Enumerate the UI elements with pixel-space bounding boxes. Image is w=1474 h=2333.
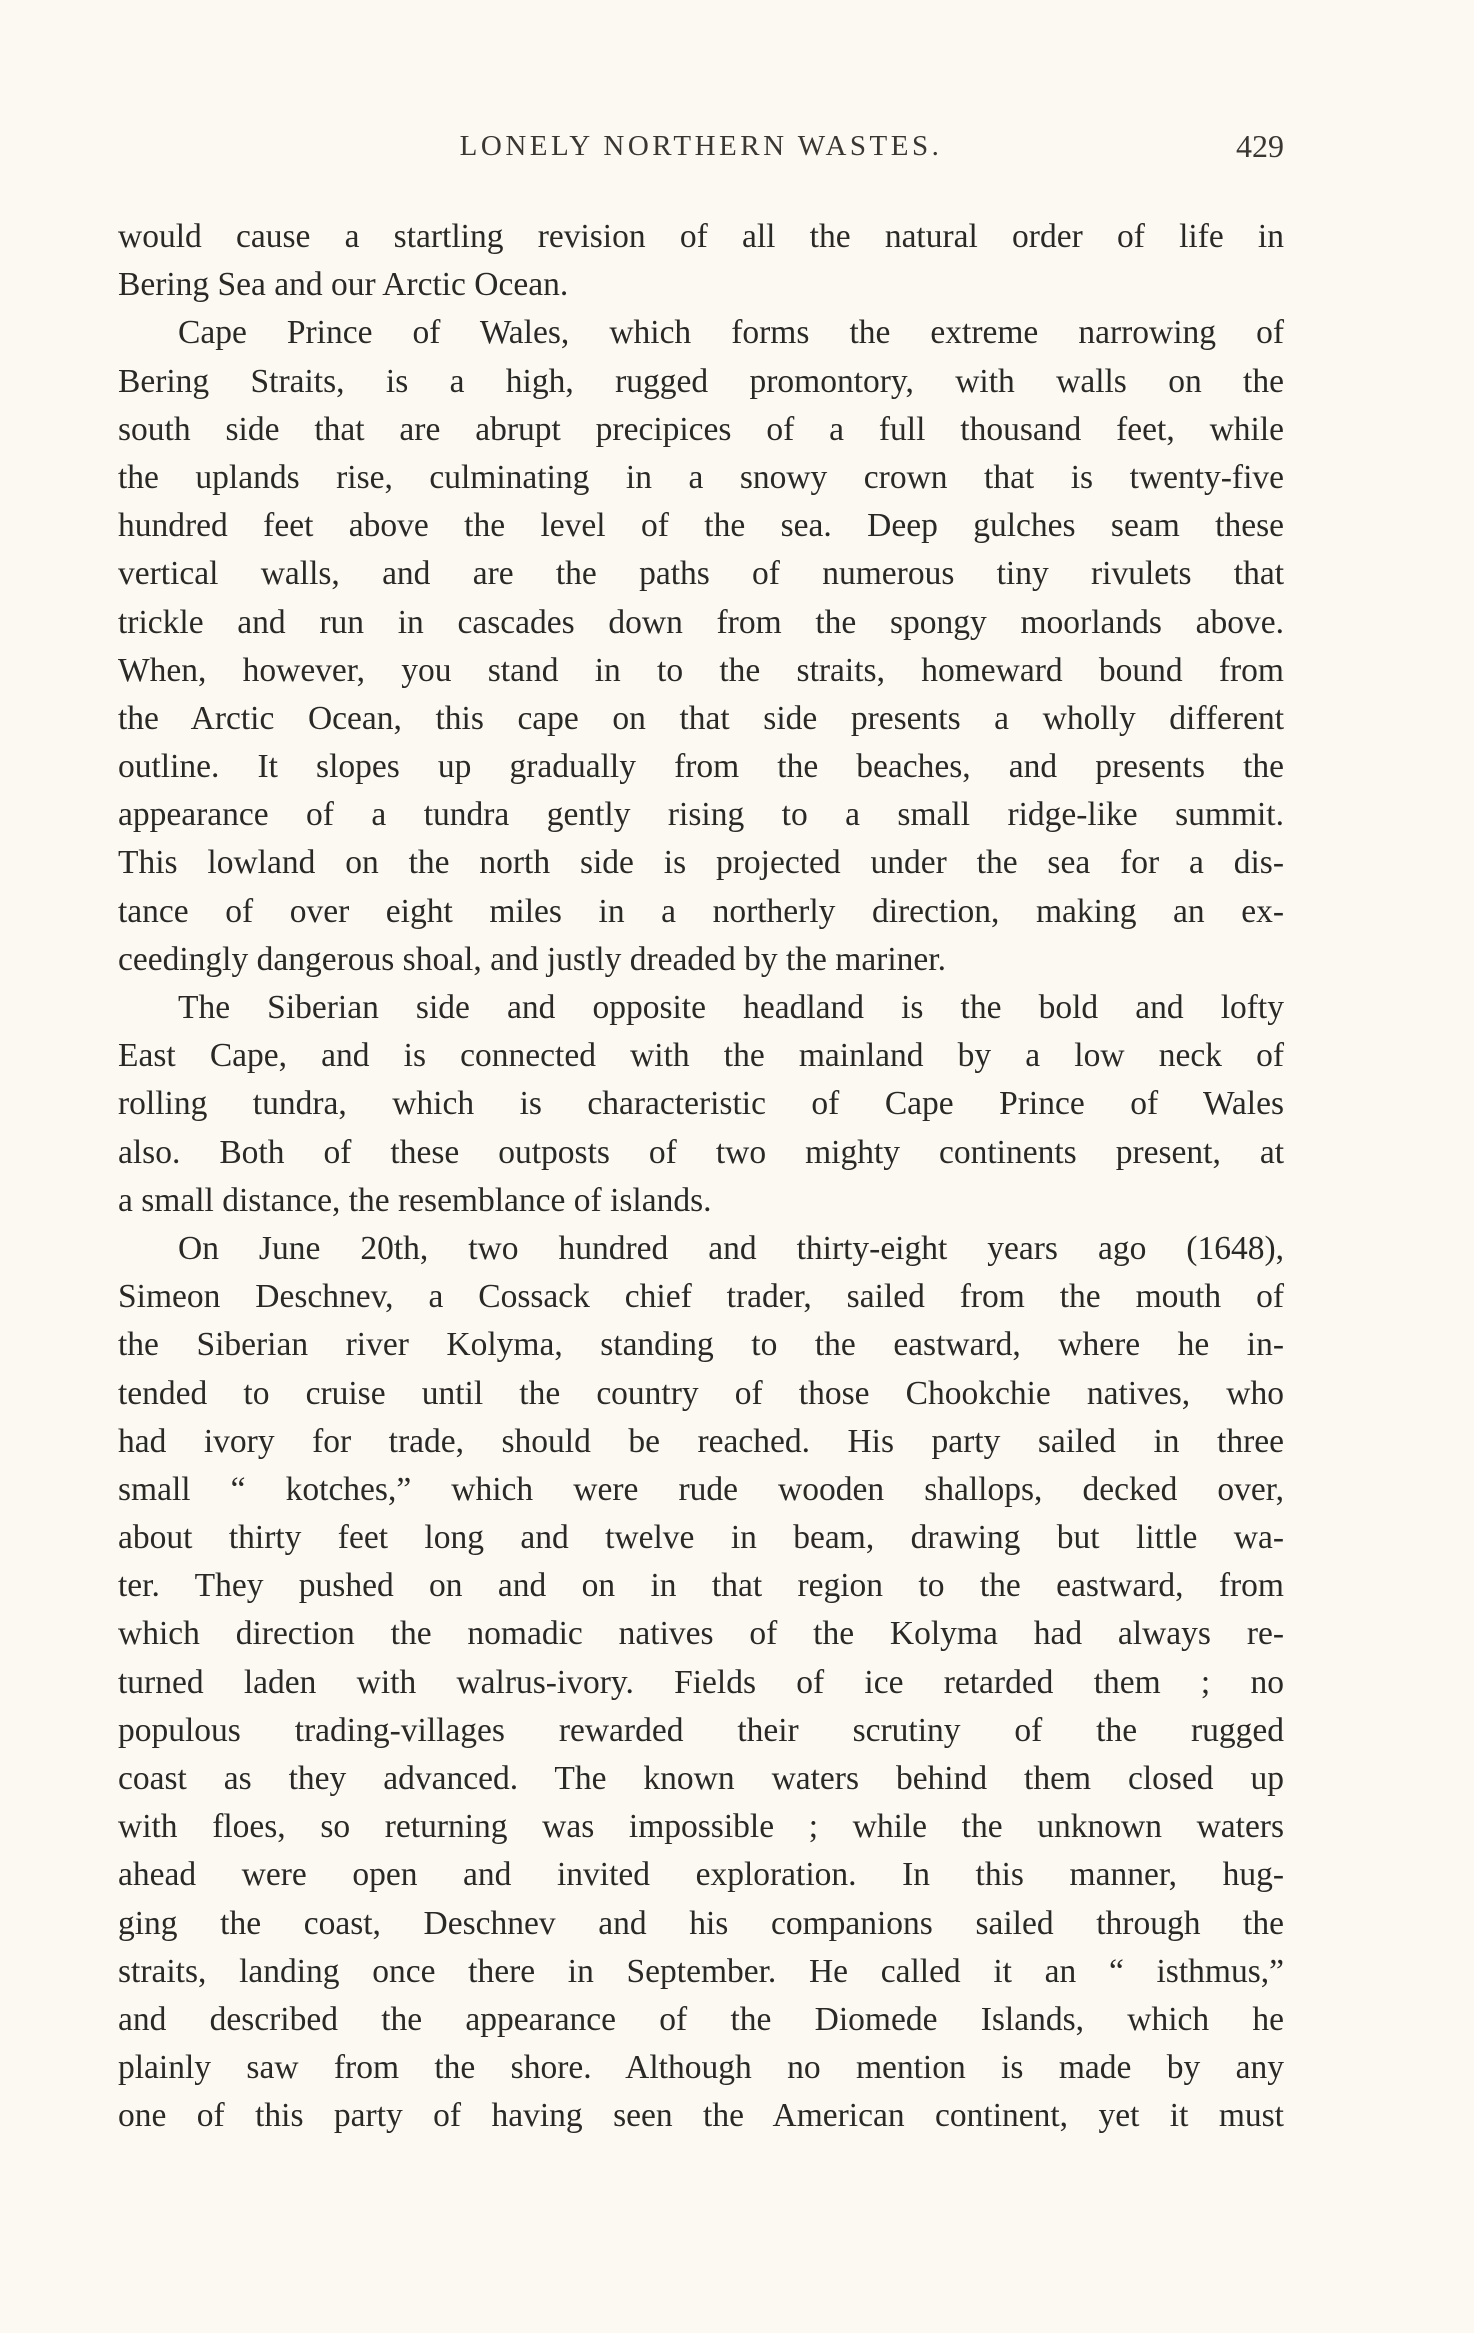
text-line: small “ kotches,” which were rude wooden shallops, decked over, xyxy=(118,1470,1284,1508)
text-line: Bering Straits, is a high, rugged promontory, with walls on the xyxy=(118,362,1284,400)
text-line: turned laden with walrus-ivory. Fields of ice retarded them ; no xyxy=(118,1663,1284,1701)
page-number: 429 xyxy=(1236,128,1284,164)
text-line: Simeon Deschnev, a Cossack chief trader, sailed from the mouth of xyxy=(118,1278,1284,1316)
text-line: plainly saw from the shore. Although no mention is made by any xyxy=(118,2049,1284,2087)
text-line: the Arctic Ocean, this cape on that side presents a wholly different xyxy=(118,699,1284,737)
text-line: and described the appearance of the Diomede Islands, which he xyxy=(118,2000,1284,2038)
text-line: East Cape, and is connected with the mainland by a low neck of xyxy=(118,1037,1284,1075)
text-line: hundred feet above the level of the sea. Deep gulches seam these xyxy=(118,507,1284,545)
text-line: ceedingly dangerous shoal, and justly dreaded by the mariner. xyxy=(118,940,946,978)
text-line: the Siberian river Kolyma, standing to the eastward, where he in- xyxy=(118,1326,1284,1364)
text-line: vertical walls, and are the paths of numerous tiny rivulets that xyxy=(118,555,1284,593)
text-line: would cause a startling revision of all the natural order of life in xyxy=(118,218,1284,255)
text-line: rolling tundra, which is characteristic of Cape Prince of Wales xyxy=(118,1085,1284,1123)
text-line: the uplands rise, culminating in a snowy crown that is twenty-five xyxy=(118,458,1284,496)
text-line: When, however, you stand in to the straits, homeward bound from xyxy=(118,651,1284,689)
text-line: This lowland on the north side is projected under the sea for a dis- xyxy=(118,844,1284,882)
text-line: ahead were open and invited exploration. In this manner, hug- xyxy=(118,1856,1284,1894)
text-line: outline. It slopes up gradually from the beaches, and presents the xyxy=(118,748,1284,786)
running-header xyxy=(118,130,1284,180)
text-line: had ivory for trade, should be reached. His party sailed in three xyxy=(118,1422,1284,1460)
text-line: coast as they advanced. The known waters behind them closed up xyxy=(118,1760,1284,1797)
text-line: appearance of a tundra gently rising to a small ridge-like summit. xyxy=(118,796,1284,834)
text-line: which direction the nomadic natives of the Kolyma had always re- xyxy=(118,1615,1284,1653)
text-line: trickle and run in cascades down from the spongy moorlands above. xyxy=(118,603,1284,641)
text-line: tended to cruise until the country of those Chookchie natives, who xyxy=(118,1374,1284,1412)
text-line: tance of over eight miles in a northerly direction, making an ex- xyxy=(118,892,1284,930)
text-line: about thirty feet long and twelve in beam, drawing but little wa- xyxy=(118,1519,1284,1557)
running-title: LONELY NORTHERN WASTES. xyxy=(459,130,943,162)
text-line: straits, landing once there in September. He called it an “ isthmus,” xyxy=(118,1952,1284,1990)
text-line: Cape Prince of Wales, which forms the extreme narrowing of xyxy=(178,314,1284,352)
text-line: ter. They pushed on and on in that region to the eastward, from xyxy=(118,1567,1284,1605)
text-line: On June 20th, two hundred and thirty-eight years ago (1648), xyxy=(178,1229,1284,1267)
text-line: also. Both of these outposts of two mighty continents present, at xyxy=(118,1133,1284,1171)
text-line: populous trading-villages rewarded their scrutiny of the rugged xyxy=(118,1711,1284,1749)
text-line: south side that are abrupt precipices of a full thousand feet, while xyxy=(118,410,1284,448)
body-text xyxy=(118,213,1284,2141)
text-line: Bering Sea and our Arctic Ocean. xyxy=(118,266,569,304)
text-line: with floes, so returning was impossible ; while the unknown waters xyxy=(118,1808,1284,1846)
text-line: ging the coast, Deschnev and his companions sailed through the xyxy=(118,1904,1284,1942)
text-line: one of this party of having seen the American continent, yet it must xyxy=(118,2097,1284,2135)
text-line: The Siberian side and opposite headland is the bold and lofty xyxy=(178,989,1284,1026)
text-line: a small distance, the resemblance of islands. xyxy=(118,1181,712,1219)
